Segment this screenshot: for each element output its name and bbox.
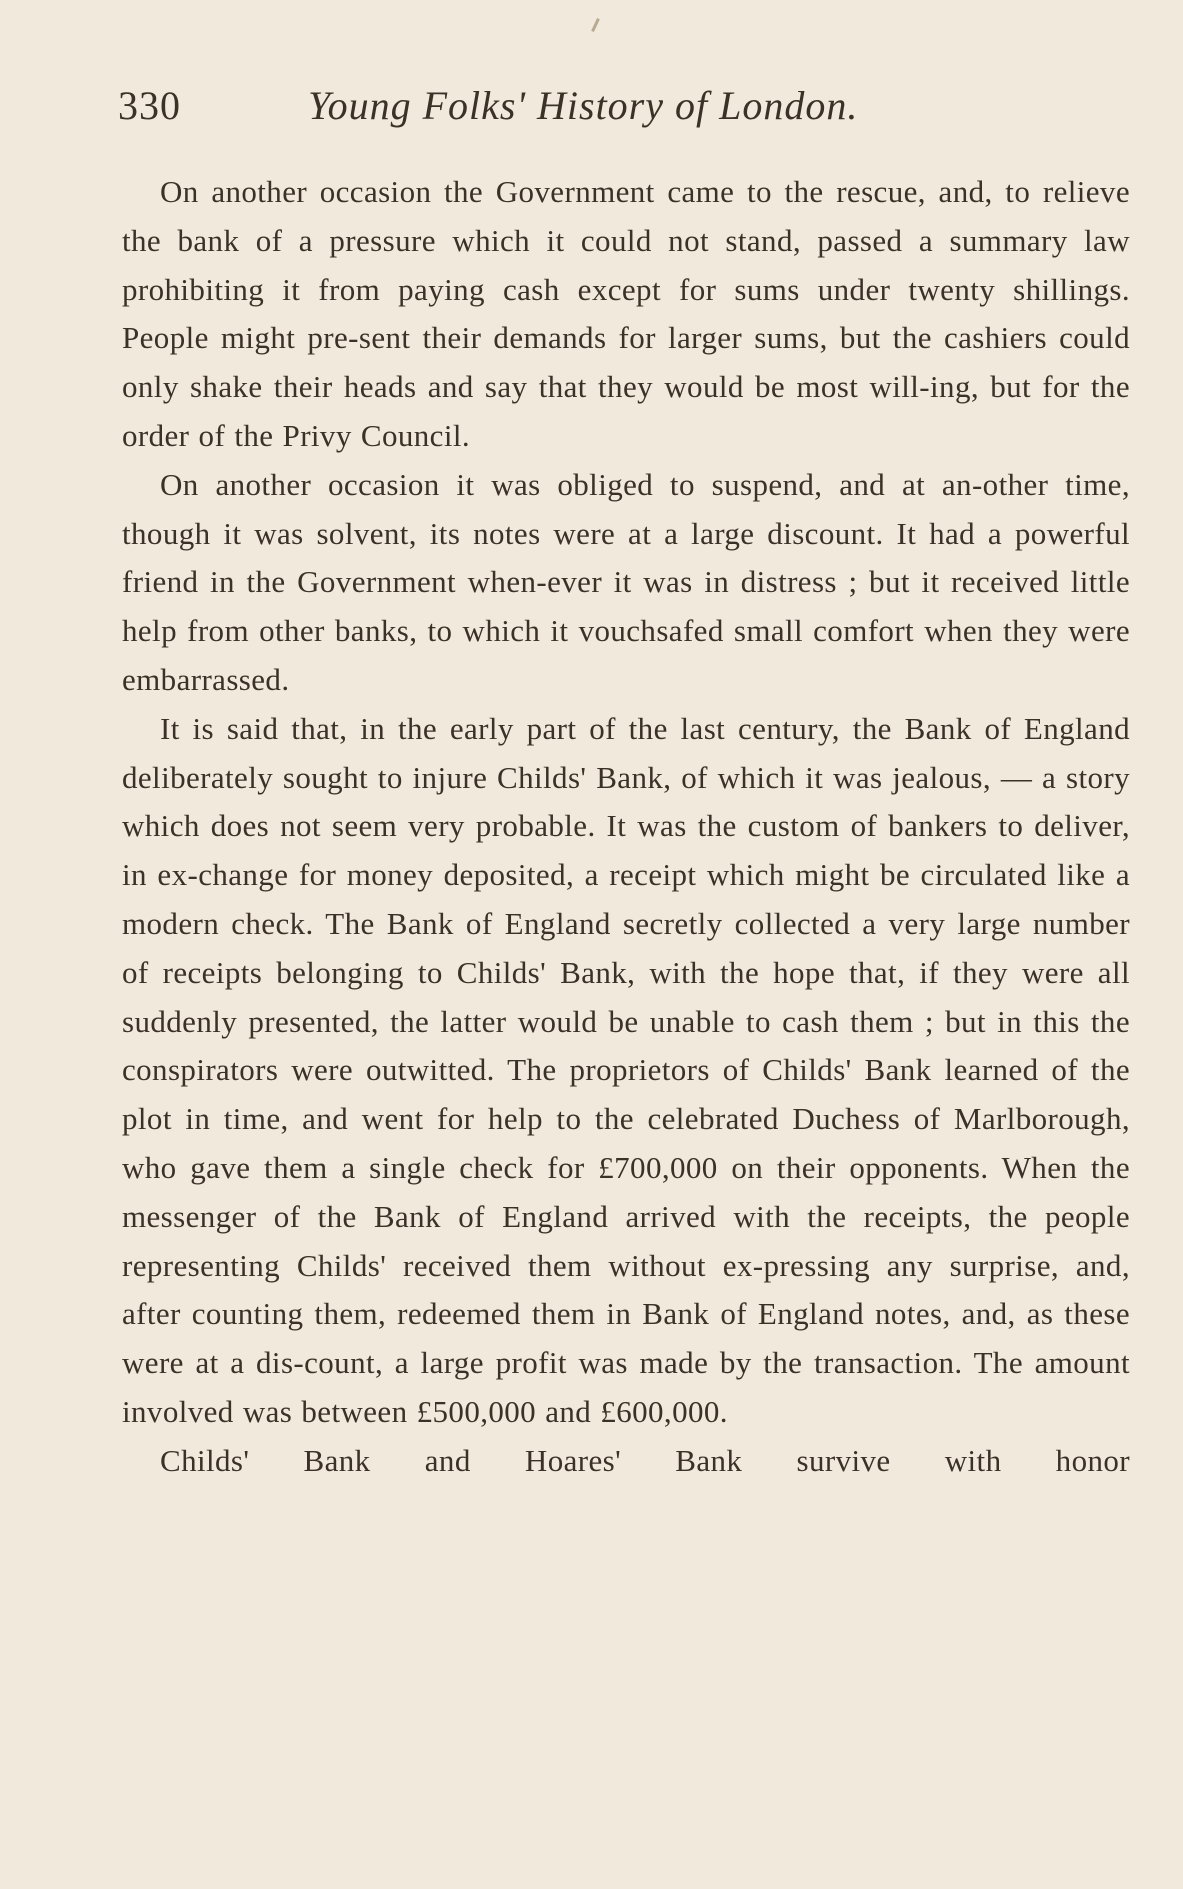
ink-mark bbox=[591, 18, 600, 32]
running-title: Young Folks' History of London. bbox=[308, 83, 859, 128]
paragraph: Childs' Bank and Hoares' Bank survive with honor bbox=[160, 1442, 1130, 1478]
page-number: 330 bbox=[118, 83, 181, 128]
page-header bbox=[118, 82, 1128, 142]
paragraph: On another occasion it was obliged to suspend, and at an-other time, though it was solvent, its notes were at a large discount. It had a powerful friend in the Government when-ever it was in distress ; but it received little help from other banks, to which it vouchsafed small comfort when they were embarrassed. bbox=[122, 466, 1130, 697]
body-text bbox=[122, 168, 1130, 1486]
paragraph: It is said that, in the early part of the last century, the Bank of England deliberately sought to injure Childs' Bank, of which it was jealous, — a story which does not seem very probable. It was the custom of bankers to deliver, in ex-change for money deposited, a receipt which might be circulated like a modern check. The Bank of England secretly collected a very large number of receipts belonging to Childs' Bank, with the hope that, if they were all suddenly presented, the latter would be unable to cash them ; but in this the conspirators were outwitted. The proprietors of Childs' Bank learned of the plot in time, and went for help to the celebrated Duchess of Marlborough, who gave them a single check for £700,000 on their opponents. When the messenger of the Bank of England arrived with the receipts, the people representing Childs' received them without ex-pressing any surprise, and, after counting them, redeemed them in Bank of England notes, and, as these were at a dis-count, a large profit was made by the transaction. The amount involved was between £500,000 and £600,000. bbox=[122, 710, 1130, 1429]
paragraph: On another occasion the Government came to the rescue, and, to relieve the bank of a pressure which it could not stand, passed a summary law prohibiting it from paying cash except for sums under twenty shillings. People might pre-sent their demands for larger sums, but the cashiers could only shake their heads and say that they would be most will-ing, but for the order of the Privy Council. bbox=[122, 174, 1130, 453]
